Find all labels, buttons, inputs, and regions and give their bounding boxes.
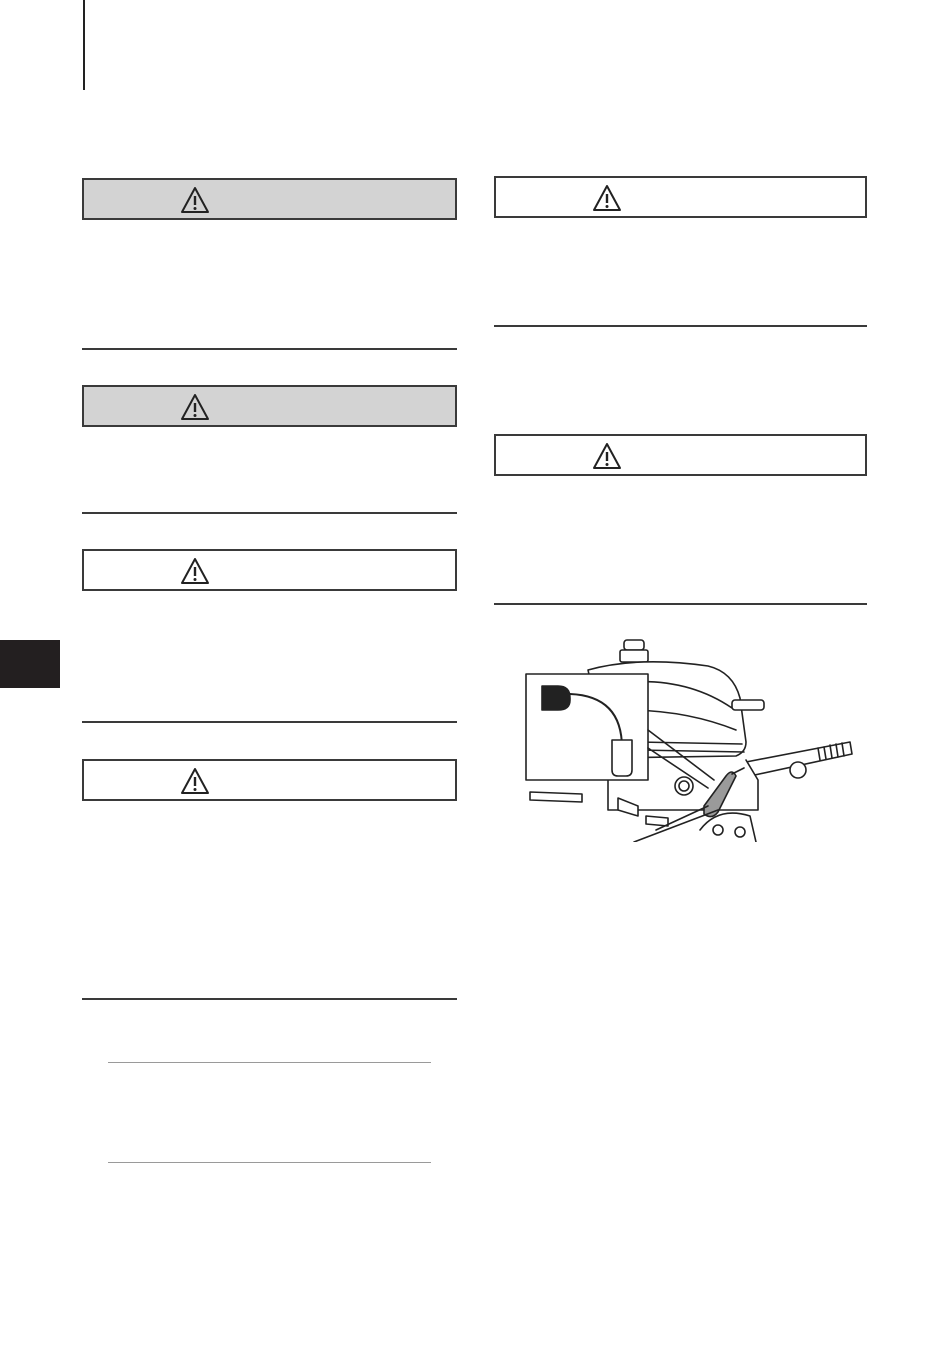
section-divider [82,998,457,1000]
warning-triangle-icon [180,186,210,214]
warning-box-5 [494,176,867,218]
section-divider [82,348,457,350]
warning-box-4 [82,759,457,801]
warning-triangle-icon [592,184,622,212]
warning-triangle-icon [180,767,210,795]
section-divider [82,512,457,514]
outboard-motor-illustration [518,630,866,842]
header-rule [83,0,85,90]
note-bottom-rule [108,1162,431,1163]
chapter-side-tab [0,640,60,688]
warning-triangle-icon [592,442,622,470]
warning-box-6 [494,434,867,476]
warning-box-2 [82,385,457,427]
warning-triangle-icon [180,393,210,421]
note-top-rule [108,1062,431,1063]
warning-box-3 [82,549,457,591]
section-divider [494,603,867,605]
section-divider [82,721,457,723]
warning-triangle-icon [180,557,210,585]
section-divider [494,325,867,327]
warning-box-1 [82,178,457,220]
